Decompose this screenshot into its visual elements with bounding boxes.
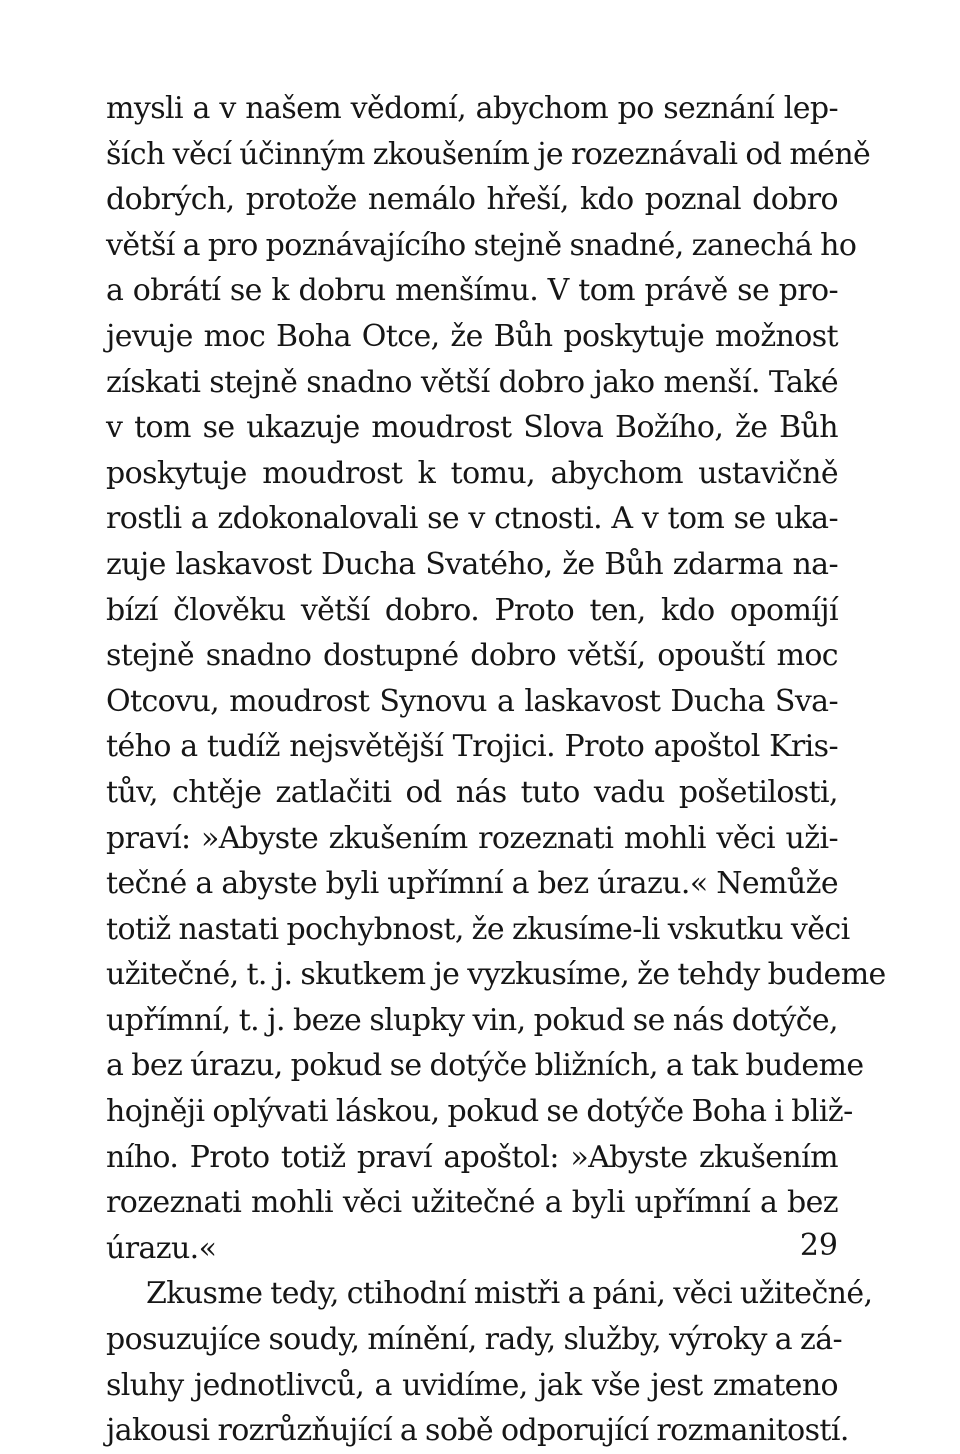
text-line: ního. Proto totiž praví apoštol: »Abyste zkušením <box>106 1139 838 1175</box>
text-line: a bez úrazu, pokud se dotýče bližních, a tak budeme <box>106 1048 864 1084</box>
text-line: v tom se ukazuje moudrost Slova Božího, že Bůh <box>106 410 838 446</box>
body-text <box>106 86 886 1454</box>
text-line: tého a tudíž nejsvětější Trojici. Proto apoštol Kris- <box>106 729 838 765</box>
page-number: 29 <box>799 1228 838 1263</box>
paragraph-1 <box>106 86 886 1271</box>
text-line: bízí člověku větší dobro. Proto ten, kdo opomíjí <box>106 592 838 628</box>
text-line: totiž nastati pochybnost, že zkusíme-li vskutku věci <box>106 911 850 947</box>
text-line: mysli a v našem vědomí, abychom po seznání lep- <box>106 91 838 126</box>
text-line: hojněji oplývati láskou, pokud se dotýče Boha i bliž- <box>106 1094 853 1130</box>
paragraph-2 <box>106 1271 873 1453</box>
text-line: praví: »Abyste zkušením rozeznati mohli věci uži- <box>106 820 838 856</box>
text-line: rozeznati mohli věci užitečné a byli upřímní a bez <box>106 1185 838 1221</box>
text-line: jevuje moc Boha Otce, že Bůh poskytuje možnost <box>106 318 838 354</box>
text-line: stejně snadno dostupné dobro větší, opouští moc <box>106 638 838 674</box>
text-line: poskytuje moudrost k tomu, abychom ustavičně <box>106 455 838 491</box>
text-line: zuje laskavost Ducha Svatého, že Bůh zdarma na- <box>106 546 838 582</box>
text-line: a obrátí se k dobru menšímu. V tom právě se pro- <box>106 273 838 309</box>
text-line: Zkusme tedy, ctihodní mistři a páni, věci užitečné, <box>146 1276 873 1312</box>
text-line: tův, chtěje zatlačiti od nás tuto vadu pošetilosti, <box>106 774 838 810</box>
text-line: rostli a zdokonalovali se v ctnosti. A v tom se uka- <box>106 501 838 537</box>
text-line: tečné a abyste byli upřímní a bez úrazu.« Nemůže <box>106 866 838 902</box>
text-line: úrazu.« <box>106 1230 217 1266</box>
text-line: ších věcí účinným zkoušením je rozeznávali od méně <box>106 136 871 172</box>
text-line: získati stejně snadno větší dobro jako menší. Také <box>106 364 838 400</box>
text-line: větší a pro poznávajícího stejně snadné, zanechá ho <box>106 227 857 263</box>
text-line: dobrých, protože nemálo hřeší, kdo poznal dobro <box>106 182 838 218</box>
text-line: jakousi rozrůzňující a sobě odporující rozmanitostí. <box>106 1413 849 1449</box>
text-line: sluhy jednotlivců, a uvidíme, jak vše jest zmateno <box>106 1367 838 1403</box>
text-line: Otcovu, moudrost Synovu a laskavost Ducha Sva- <box>106 683 838 719</box>
text-line: posuzujíce soudy, mínění, rady, služby, výroky a zá- <box>106 1322 843 1358</box>
text-line: užitečné, t. j. skutkem je vyzkusíme, že tehdy budeme <box>106 957 886 993</box>
text-line: upřímní, t. j. beze slupky vin, pokud se nás dotýče, <box>106 1002 838 1038</box>
